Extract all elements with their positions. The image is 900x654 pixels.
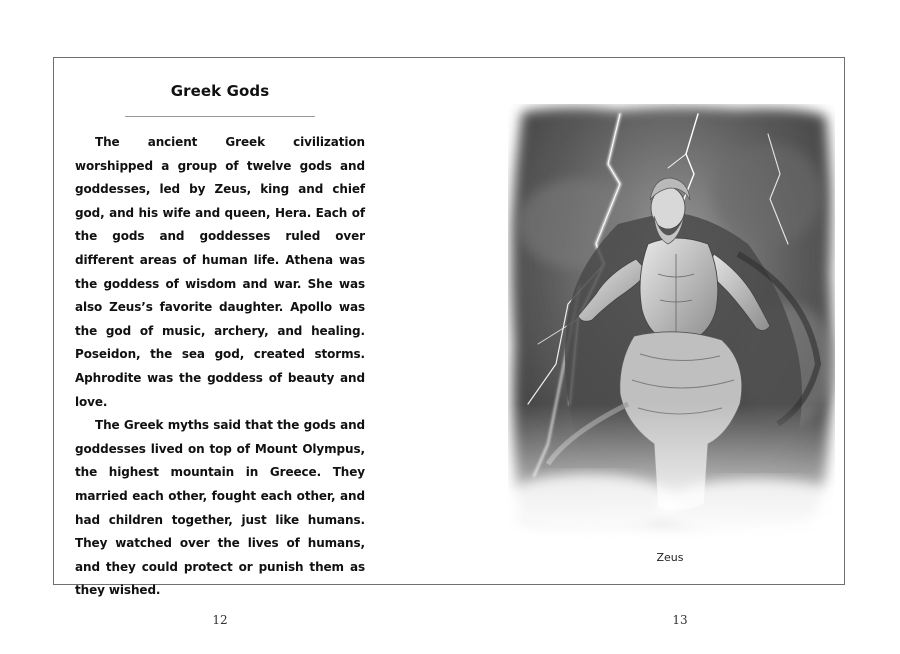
zeus-illustration (508, 104, 835, 540)
page-number-right: 13 (672, 613, 688, 627)
title-divider (125, 116, 315, 117)
body-text (75, 131, 365, 603)
paragraph-1: The ancient Greek civilization worshipped a group of twelve gods and goddesses, led by Zeus, king and chief god, and his wife and queen, Hera. Each of the gods and goddesses ruled over different areas of human life. Athena was the goddess of wisdom and war. She was also Zeus’s favorite daughter. Apollo was the god of music, archery, and healing. Poseidon, the sea god, created storms. Aphrodite was the goddess of beauty and love. (75, 135, 365, 409)
paragraph-2: The Greek myths said that the gods and goddesses lived on top of Mount Olympus, the highest mountain in Greece. They married each other, fought each other, and had children together, just like humans. They watched over the lives of humans, and they could protect or punish them as they wished. (75, 418, 365, 598)
page-title: Greek Gods (170, 82, 270, 100)
illustration-caption: Zeus (656, 551, 684, 564)
page-number-left: 12 (212, 613, 228, 627)
